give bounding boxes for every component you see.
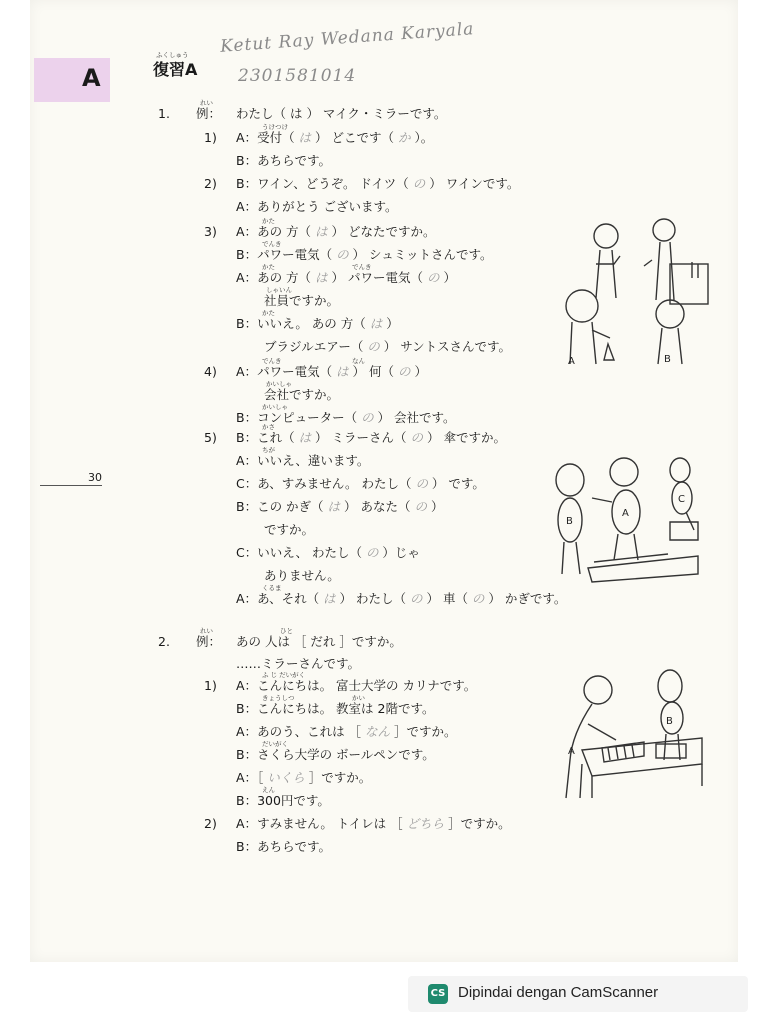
q2-example-answer: ……ミラーさんです。 [236, 656, 361, 671]
handwritten-answer: の [394, 364, 415, 379]
q1-item-number: 1) [204, 130, 217, 145]
party-illustration [552, 214, 712, 374]
dialogue-text: ） [414, 364, 427, 379]
dialogue-text: ］ですか。 [394, 724, 457, 739]
furigana: ちが [262, 446, 275, 454]
speaker-label: B： [236, 430, 258, 445]
pen-shop-illustration [552, 664, 708, 804]
handwritten-answer: は [319, 591, 340, 606]
dialogue-text: ） わたし（ [339, 591, 407, 606]
dialogue-text: ） です。 [431, 476, 485, 491]
dialogue-text: ですか。 [264, 522, 315, 537]
dialogue-text: さくら大学の ボールペンです。 [257, 747, 435, 762]
handwritten-answer: の [422, 270, 444, 285]
dialogue-text: ） どなたですか。 [331, 224, 436, 239]
furigana: くるま [262, 584, 282, 592]
speaker-label: B： [236, 499, 258, 514]
pic3-label-b: B [666, 716, 673, 727]
q2-example-ruby: れい [200, 627, 213, 635]
q1-dialogue-line [236, 224, 435, 240]
q1-dialogue-line [236, 453, 369, 469]
speaker-label: B： [236, 701, 258, 716]
page-title: 復習A [153, 60, 198, 79]
dialogue-text: ）。 [414, 130, 434, 145]
q1-item-number: 5) [204, 430, 217, 445]
dialogue-text: 社員ですか。 [264, 293, 340, 308]
speaker-label: B： [236, 153, 258, 168]
furigana: うけつけ [262, 123, 288, 131]
handwritten-answer: の [361, 545, 383, 560]
furigana: でんき [262, 357, 282, 365]
dialogue-text: あの 方（ [257, 224, 312, 239]
dialogue-text: ］ですか。 [308, 770, 372, 785]
q1-dialogue-line [236, 176, 519, 192]
handwritten-answer: の [406, 591, 427, 606]
q1-item-number: 3) [204, 224, 217, 239]
dialogue-text: パワー電気（ [257, 247, 333, 262]
dialogue-text: あ、それ（ [257, 591, 320, 606]
dialogue-text: 300円です。 [257, 793, 330, 808]
q2-dialogue-line [236, 747, 435, 763]
handwritten-answer: は [311, 270, 332, 285]
furigana: でんき [262, 240, 282, 248]
handwritten-answer: の [406, 430, 427, 445]
handwritten-answer: は [311, 224, 332, 239]
section-tab [34, 58, 110, 102]
dialogue-text: いいえ。 あの 方（ [257, 316, 366, 331]
dialogue-text: ） [443, 270, 456, 285]
speaker-label: A： [236, 453, 258, 468]
q1-dialogue-line [264, 522, 314, 538]
handwritten-answer: の [411, 476, 432, 491]
handwritten-answer: は [294, 430, 316, 445]
dialogue-text: ）じゃ [382, 545, 420, 560]
camscanner-footer [408, 976, 748, 1012]
dialogue-text: ありがとう ございます。 [257, 199, 398, 214]
handwritten-answer: か [394, 130, 415, 145]
furigana: かた [262, 263, 275, 271]
dialogue-text: パワー電気（ [257, 364, 333, 379]
dialogue-text: あちらです。 [257, 839, 331, 854]
handwritten-answer: なん [361, 724, 394, 739]
dialogue-text: ） ワインです。 [429, 176, 520, 191]
q2-dialogue-line [236, 816, 511, 832]
dialogue-text: これ（ [257, 430, 295, 445]
dialogue-text: コンピューター（ [257, 410, 358, 425]
speaker-label: C： [236, 476, 258, 491]
furigana: しゃいん [266, 286, 292, 294]
q1-dialogue-line [264, 568, 340, 584]
dialogue-text: ） かぎです。 [488, 591, 567, 606]
dialogue-text: ） 傘ですか。 [426, 430, 506, 445]
furigana: かいしゃ [262, 403, 288, 411]
dialogue-text: ） あなた（ [344, 499, 411, 514]
q1-dialogue-line [236, 499, 443, 515]
handwritten-answer: の [332, 247, 353, 262]
q2-dialogue-line [236, 724, 457, 740]
q2-dialogue-line [236, 793, 330, 809]
q1-example-ruby: れい [200, 99, 213, 107]
q1-dialogue-line [264, 293, 339, 309]
furigana: かた [262, 217, 275, 225]
dialogue-text: 受付（ [257, 130, 295, 145]
q2-dialogue-line [236, 678, 476, 694]
q1-dialogue-line [236, 316, 399, 332]
furigana: かた [262, 309, 275, 317]
dialogue-text: ［ [257, 770, 264, 785]
dialogue-text: ） 何（ [352, 364, 395, 379]
pic2-label-a: A [622, 508, 629, 519]
dialogue-text: ］ですか。 [448, 816, 511, 831]
handwritten-answer: は [332, 364, 353, 379]
q2-item-number: 1) [204, 678, 217, 693]
dialogue-text: ） パワー電気（ [331, 270, 423, 285]
camscanner-caption: Dipindai dengan CamScanner [458, 984, 659, 1001]
dialogue-text: この かぎ（ [257, 499, 324, 514]
q1-dialogue-line [236, 591, 566, 607]
q1-dialogue-line [236, 153, 331, 169]
handwritten-answer: の [410, 499, 431, 514]
speaker-label: A： [236, 270, 258, 285]
q1-item-number: 4) [204, 364, 217, 379]
dialogue-text: すみません。 トイレは ［ [257, 816, 403, 831]
speaker-label: A： [236, 364, 258, 379]
speaker-label: B： [236, 747, 258, 762]
speaker-label: A： [236, 816, 258, 831]
speaker-label: A： [236, 678, 258, 693]
camscanner-logo-icon: CS [428, 984, 448, 1004]
q1-dialogue-line [236, 247, 493, 263]
furigana: かい [352, 694, 365, 702]
speaker-label: B： [236, 410, 258, 425]
furigana: だいがく [262, 740, 288, 748]
dialogue-text: いいえ、 わたし（ [257, 545, 362, 560]
heading-ruby: ふくしゅう [156, 51, 189, 59]
speaker-label: B： [236, 839, 258, 854]
dialogue-text: ） 車（ [426, 591, 468, 606]
dialogue-text: こんにちは。 富士大学の カリナです。 [257, 678, 477, 693]
dialogue-text: いいえ、違います。 [257, 453, 370, 468]
dialogue-text: ） どこです（ [315, 130, 395, 145]
dialogue-text: あのう、これは ［ [257, 724, 362, 739]
handwritten-answer: どちら [402, 816, 449, 831]
dialogue-text: ） シュミットさんです。 [352, 247, 493, 262]
furigana: でんき [352, 263, 372, 271]
q1-dialogue-line [236, 364, 427, 380]
pic3-label-a: A [568, 746, 575, 757]
furigana: かさ [262, 423, 275, 431]
furigana: えん [262, 786, 275, 794]
q1-example-label: 例： [196, 106, 222, 121]
dialogue-text: あちらです。 [257, 153, 331, 168]
pic2-label-b: B [566, 516, 573, 527]
q2-item-number: 2) [204, 816, 217, 831]
furigana: ふ じ だいがく [262, 671, 306, 679]
handwritten-answer: は [323, 499, 345, 514]
q1-dialogue-line [236, 130, 433, 146]
q1-dialogue-line [236, 545, 420, 561]
dialogue-text: ） 会社です。 [377, 410, 456, 425]
q1-dialogue-line [236, 430, 506, 446]
dialogue-text: ありません。 [264, 568, 340, 583]
q1-dialogue-line [236, 476, 485, 492]
dialogue-text: あ、すみません。 わたし（ [257, 476, 412, 491]
dialogue-text: ） [430, 499, 444, 514]
dialogue-text: ） [386, 316, 399, 331]
handwritten-answer: の [467, 591, 489, 606]
q2-dialogue-line [236, 839, 331, 855]
dialogue-text: ブラジルエアー（ [264, 339, 364, 354]
page-number: 30 [40, 471, 102, 486]
speaker-label: A： [236, 224, 258, 239]
dialogue-text: 会社ですか。 [264, 387, 340, 402]
speaker-label: A： [236, 591, 258, 606]
q2-example-text: あの 人は ［ だれ ］ですか。 [236, 634, 402, 649]
q1-dialogue-line [264, 339, 511, 355]
speaker-label: B： [236, 793, 258, 808]
q1-dialogue-line [264, 387, 339, 403]
handwritten-answer: の [363, 339, 384, 354]
speaker-label: B： [236, 316, 258, 331]
speaker-label: C： [236, 545, 258, 560]
section-tab-label: A [82, 64, 101, 92]
dialogue-text: ） ミラーさん（ [315, 430, 407, 445]
handwritten-student-id: 2301581014 [238, 66, 357, 86]
furigana: なん [352, 357, 365, 365]
pic1-label-a: A [568, 356, 575, 367]
speaker-label: B： [236, 247, 258, 262]
q2-example-label: 例： [196, 634, 222, 649]
pic1-label-b: B [664, 354, 671, 365]
q2-example-ruby2: ひと [280, 627, 293, 635]
handwritten-answer: は [294, 130, 316, 145]
handwritten-answer: いくら [263, 770, 309, 785]
speaker-label: B： [236, 176, 258, 191]
q2-number: 2. [158, 634, 170, 649]
q2-dialogue-line [236, 770, 371, 786]
handwritten-answer: は [365, 316, 387, 331]
q1-dialogue-line [236, 199, 398, 215]
dialogue-text: ワイン、どうぞ。 ドイツ（ [257, 176, 409, 191]
furigana: きょうしつ [262, 694, 295, 702]
q1-dialogue-line [236, 270, 456, 286]
speaker-label: A： [236, 724, 258, 739]
speaker-label: A： [236, 130, 258, 145]
speaker-label: A： [236, 199, 258, 214]
q1-item-number: 2) [204, 176, 217, 191]
pic2-label-c: C [678, 494, 685, 505]
q1-example-text: わたし（ は ） マイク・ミラーです。 [236, 106, 447, 121]
dialogue-text: こんにちは。 教室は 2階です。 [257, 701, 435, 716]
q1-number: 1. [158, 106, 170, 121]
handwritten-name: Ketut Ray Wedana Karyala [219, 19, 475, 57]
dialogue-text: あの 方（ [257, 270, 312, 285]
q2-dialogue-line [236, 701, 434, 717]
dialogue-text: ） サントスさんです。 [383, 339, 512, 354]
handwritten-answer: の [408, 176, 430, 191]
speaker-label: A： [236, 770, 258, 785]
umbrella-keys-illustration [548, 450, 708, 590]
furigana: かいしゃ [266, 380, 292, 388]
handwritten-answer: の [357, 410, 378, 425]
